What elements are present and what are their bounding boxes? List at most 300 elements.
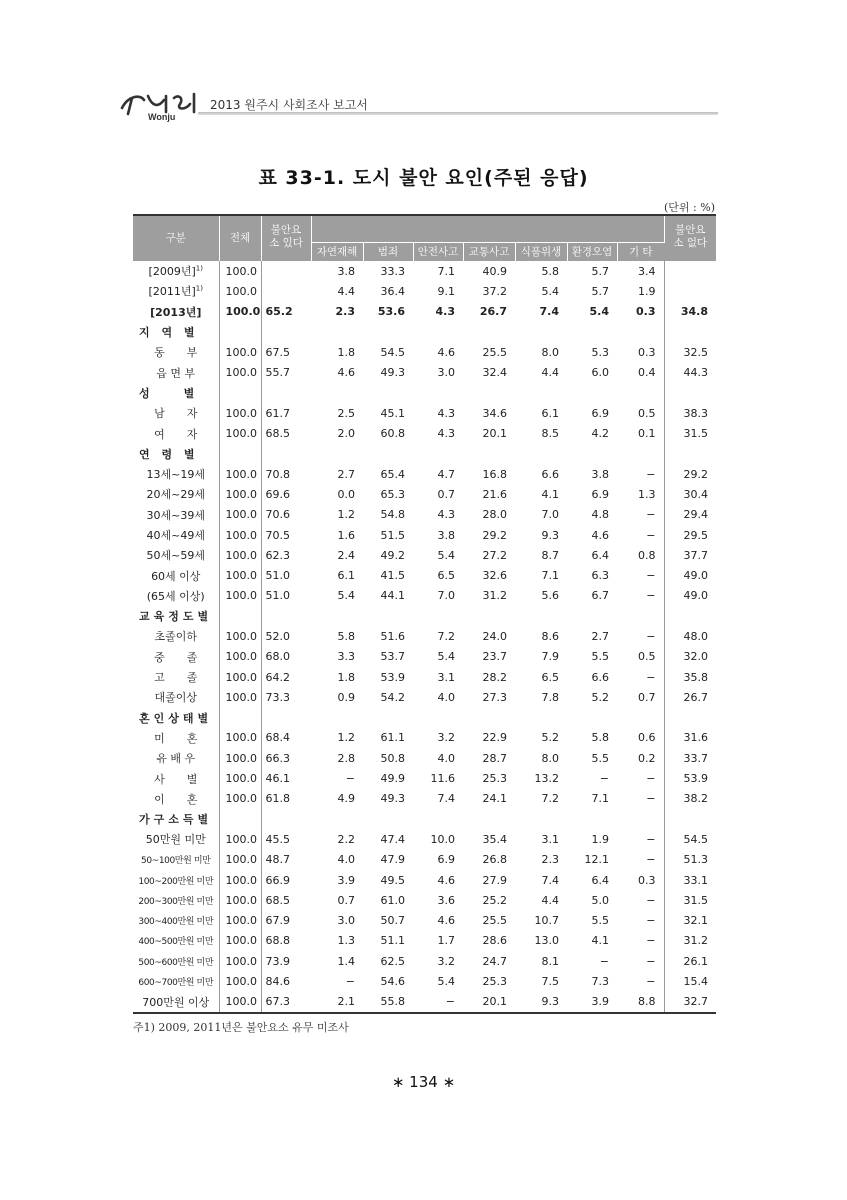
table-row: [133, 992, 716, 1013]
table-cell: 8.8: [638, 995, 656, 1009]
table-cell: 0.3: [638, 873, 656, 887]
table-cell: 25.5: [482, 914, 507, 928]
table-cell: 62.3: [261, 545, 311, 565]
table-row: [133, 911, 716, 931]
table-cell: [515, 606, 567, 626]
table-cell: 100.0: [219, 748, 261, 768]
table-cell: 9.1: [437, 284, 455, 298]
header-blank: [311, 215, 664, 243]
table-cell: 3.0: [437, 366, 455, 380]
table-cell: 53.9: [380, 670, 405, 684]
table-cell: [664, 261, 716, 281]
table-cell: 0.9: [337, 690, 355, 704]
table-cell: 51.0: [261, 565, 311, 585]
table-cell: [515, 809, 567, 829]
table-cell: 6.5: [437, 569, 455, 583]
table-cell: 3.3: [337, 650, 355, 664]
table-cell: 73.3: [261, 687, 311, 707]
table-cell: [515, 444, 567, 464]
table-cell: [567, 708, 617, 728]
header-environment: 환경오염: [567, 243, 617, 262]
table-row: [133, 586, 716, 606]
table-cell: [664, 606, 716, 626]
table-cell: 4.6: [437, 345, 455, 359]
table-cell: [413, 708, 463, 728]
table-cell: 36.4: [380, 284, 405, 298]
table-cell: −: [646, 629, 656, 643]
table-cell: 0.7: [437, 487, 455, 501]
table-cell: 44.3: [664, 362, 716, 382]
table-cell: −: [646, 670, 656, 684]
table-cell: 100.0: [219, 565, 261, 585]
table-row: [133, 403, 716, 423]
table-cell: 4.6: [591, 528, 609, 542]
header-no-anxiety: 불안요소 없다: [664, 215, 716, 261]
table-cell: [363, 444, 413, 464]
table-cell: 7.4: [437, 792, 455, 806]
row-label: 교육정도별: [133, 606, 219, 626]
section-row: [133, 809, 716, 829]
table-cell: 4.4: [541, 893, 559, 907]
table-cell: 5.0: [591, 893, 609, 907]
table-cell: 4.6: [437, 873, 455, 887]
table-cell: 31.5: [664, 890, 716, 910]
table-cell: 4.3: [437, 427, 455, 441]
table-cell: 37.2: [482, 284, 507, 298]
table-cell: 68.4: [261, 728, 311, 748]
table-cell: 35.8: [664, 667, 716, 687]
table-cell: 100.0: [219, 362, 261, 382]
table-cell: [463, 606, 515, 626]
table-cell: 5.4: [437, 548, 455, 562]
row-label: 20세~29세: [133, 484, 219, 504]
table-cell: 49.0: [664, 565, 716, 585]
table-cell: 4.0: [437, 690, 455, 704]
table-cell: 3.1: [541, 832, 559, 846]
table-cell: 45.1: [380, 406, 405, 420]
table-row: [133, 647, 716, 667]
table-cell: 67.9: [261, 911, 311, 931]
table-cell: 38.3: [664, 403, 716, 423]
table-cell: 4.9: [337, 792, 355, 806]
table-cell: −: [646, 954, 656, 968]
table-cell: 52.0: [261, 626, 311, 646]
header-food-hygiene: 식품위생: [515, 243, 567, 262]
table-cell: [567, 322, 617, 342]
table-cell: 28.0: [482, 508, 507, 522]
table-cell: −: [646, 832, 656, 846]
table-cell: 5.4: [437, 650, 455, 664]
table-row: [133, 261, 716, 281]
table-cell: 67.5: [261, 342, 311, 362]
table-cell: 13.2: [534, 772, 559, 786]
table-row: [133, 626, 716, 646]
table-title: 표 33-1. 도시 불안 요인(주된 응답): [258, 167, 589, 189]
table-cell: [567, 383, 617, 403]
row-label: 500~600만원 미만: [133, 951, 219, 971]
table-cell: [261, 606, 311, 626]
table-cell: 49.0: [664, 586, 716, 606]
table-cell: 31.6: [664, 728, 716, 748]
row-label: 중 졸: [133, 647, 219, 667]
section-row: [133, 708, 716, 728]
table-cell: [261, 322, 311, 342]
table-cell: 5.2: [541, 731, 559, 745]
table-cell: 29.2: [482, 528, 507, 542]
header-other: 기 타: [617, 243, 664, 262]
table-cell: 4.7: [437, 467, 455, 481]
table-cell: 23.7: [482, 650, 507, 664]
table-row: [133, 342, 716, 362]
table-cell: 28.2: [482, 670, 507, 684]
row-label: 지 역 별: [133, 322, 219, 342]
table-cell: [463, 383, 515, 403]
table-cell: 27.3: [482, 690, 507, 704]
table-cell: 66.9: [261, 870, 311, 890]
table-row: [133, 545, 716, 565]
table-cell: 1.3: [337, 934, 355, 948]
table-cell: 1.8: [337, 345, 355, 359]
table-cell: 65.3: [380, 487, 405, 501]
table-cell: 1.6: [337, 528, 355, 542]
table-cell: [567, 809, 617, 829]
table-cell: 3.0: [337, 914, 355, 928]
table-cell: 49.2: [380, 548, 405, 562]
table-cell: 32.4: [482, 366, 507, 380]
table-cell: 100.0: [219, 586, 261, 606]
table-cell: −: [646, 772, 656, 786]
table-cell: 4.8: [591, 508, 609, 522]
table-cell: 0.7: [638, 690, 656, 704]
row-label: 100~200만원 미만: [133, 870, 219, 890]
table-row: [133, 362, 716, 382]
table-cell: 2.7: [337, 467, 355, 481]
table-cell: 28.6: [482, 934, 507, 948]
table-cell: −: [646, 569, 656, 583]
table-cell: 12.1: [584, 853, 609, 867]
table-cell: 1.2: [337, 731, 355, 745]
table-cell: 48.0: [664, 626, 716, 646]
table-cell: 51.1: [380, 934, 405, 948]
row-label: 성 별: [133, 383, 219, 403]
row-label: 미 혼: [133, 728, 219, 748]
table-cell: 70.6: [261, 505, 311, 525]
table-cell: 1.9: [638, 284, 656, 298]
table-cell: 65.4: [380, 467, 405, 481]
table-cell: 4.6: [337, 366, 355, 380]
row-label: (65세 이상): [133, 586, 219, 606]
header-safety-accident: 안전사고: [413, 243, 463, 262]
table-cell: [311, 708, 363, 728]
section-row: [133, 383, 716, 403]
table-cell: 4.2: [591, 427, 609, 441]
header-crime: 범죄: [363, 243, 413, 262]
table-cell: 10.7: [534, 914, 559, 928]
section-row: [133, 322, 716, 342]
table-row: [133, 870, 716, 890]
table-cell: 25.2: [482, 893, 507, 907]
table-cell: 6.7: [591, 589, 609, 603]
table-cell: 31.2: [664, 931, 716, 951]
table-cell: 53.9: [664, 768, 716, 788]
table-cell: 100.0: [219, 484, 261, 504]
header-category: 구분: [133, 215, 219, 261]
table-cell: [413, 606, 463, 626]
row-label: 유 배 우: [133, 748, 219, 768]
table-cell: 3.1: [437, 670, 455, 684]
table-cell: 5.4: [589, 305, 609, 319]
table-row: [133, 302, 716, 322]
table-cell: 69.6: [261, 484, 311, 504]
table-cell: 4.4: [337, 284, 355, 298]
table-cell: −: [646, 528, 656, 542]
table-cell: 7.2: [541, 792, 559, 806]
table-cell: [363, 809, 413, 829]
table-cell: [311, 322, 363, 342]
table-cell: 5.4: [541, 284, 559, 298]
table-cell: 31.5: [664, 423, 716, 443]
table-cell: 5.5: [591, 751, 609, 765]
section-row: [133, 606, 716, 626]
row-label: 이 혼: [133, 789, 219, 809]
table-cell: 45.5: [261, 829, 311, 849]
table-cell: 0.5: [638, 650, 656, 664]
table-cell: 13.0: [534, 934, 559, 948]
table-cell: 100.0: [219, 992, 261, 1013]
header-total: 전체: [219, 215, 261, 261]
table-cell: 1.3: [638, 487, 656, 501]
table-cell: 100.0: [219, 302, 261, 322]
row-label: [2009년]$^{1)}$: [133, 261, 219, 281]
table-cell: 6.6: [541, 467, 559, 481]
table-cell: 100.0: [219, 971, 261, 991]
table-cell: 100.0: [219, 667, 261, 687]
table-cell: 100.0: [219, 545, 261, 565]
table-cell: 46.1: [261, 768, 311, 788]
table-cell: 1.9: [591, 832, 609, 846]
table-cell: 2.5: [337, 406, 355, 420]
table-cell: 5.5: [591, 650, 609, 664]
row-label: 읍 면 부: [133, 362, 219, 382]
header-has-anxiety: 불안요소 있다: [261, 215, 311, 261]
header-natural-disaster: 자연재해: [311, 243, 363, 262]
table-cell: 38.2: [664, 789, 716, 809]
table-cell: [617, 606, 664, 626]
table-cell: [617, 383, 664, 403]
table-cell: 4.3: [437, 406, 455, 420]
table-cell: 100.0: [219, 911, 261, 931]
table-cell: 11.6: [430, 772, 455, 786]
table-cell: 51.5: [380, 528, 405, 542]
table-cell: 68.8: [261, 931, 311, 951]
table-cell: [463, 809, 515, 829]
table-cell: 7.1: [591, 792, 609, 806]
table-cell: 7.1: [541, 569, 559, 583]
table-cell: 34.6: [482, 406, 507, 420]
table-cell: [311, 606, 363, 626]
table-cell: 51.3: [664, 850, 716, 870]
table-row: [133, 464, 716, 484]
row-label: 남 자: [133, 403, 219, 423]
row-label: 초졸이하: [133, 626, 219, 646]
table-cell: 70.8: [261, 464, 311, 484]
row-label: 200~300만원 미만: [133, 890, 219, 910]
table-cell: [617, 444, 664, 464]
table-cell: 66.3: [261, 748, 311, 768]
table-cell: 4.1: [591, 934, 609, 948]
table-cell: 31.2: [482, 589, 507, 603]
table-cell: 100.0: [219, 464, 261, 484]
row-label: 대졸이상: [133, 687, 219, 707]
page-number: ∗ 134 ∗: [391, 1073, 456, 1091]
table-cell: 32.7: [664, 992, 716, 1013]
table-cell: 3.9: [337, 873, 355, 887]
row-label: 여 자: [133, 423, 219, 443]
table-cell: 40.9: [482, 264, 507, 278]
table-cell: 6.1: [337, 569, 355, 583]
table-cell: [219, 708, 261, 728]
table-cell: −: [646, 589, 656, 603]
table-cell: 55.8: [380, 995, 405, 1009]
table-cell: 51.6: [380, 629, 405, 643]
table-cell: [261, 708, 311, 728]
table-cell: 53.7: [380, 650, 405, 664]
table-cell: 8.0: [541, 751, 559, 765]
anxiety-factors-table: [133, 214, 716, 1014]
table-cell: [219, 809, 261, 829]
table-cell: 10.0: [430, 832, 455, 846]
table-cell: 0.5: [638, 406, 656, 420]
table-cell: 68.0: [261, 647, 311, 667]
table-cell: 0.8: [638, 548, 656, 562]
table-cell: −: [646, 508, 656, 522]
table-cell: 25.5: [482, 345, 507, 359]
table-cell: 8.1: [541, 954, 559, 968]
table-cell: 6.5: [541, 670, 559, 684]
table-cell: 54.6: [380, 975, 405, 989]
table-cell: 100.0: [219, 687, 261, 707]
table-cell: 100.0: [219, 423, 261, 443]
table-cell: 33.1: [664, 870, 716, 890]
table-cell: [567, 606, 617, 626]
table-cell: 3.2: [437, 954, 455, 968]
table-cell: 68.5: [261, 890, 311, 910]
table-cell: 6.9: [437, 853, 455, 867]
table-cell: [261, 383, 311, 403]
table-cell: [515, 322, 567, 342]
table-cell: 100.0: [219, 403, 261, 423]
table-cell: 100.0: [219, 647, 261, 667]
header-divider: [198, 112, 718, 115]
table-cell: 100.0: [219, 951, 261, 971]
table-cell: 5.7: [591, 284, 609, 298]
table-cell: 49.5: [380, 873, 405, 887]
table-cell: 27.9: [482, 873, 507, 887]
table-row: [133, 728, 716, 748]
table-cell: 7.0: [437, 589, 455, 603]
table-cell: [363, 708, 413, 728]
table-row: [133, 423, 716, 443]
table-cell: 9.3: [541, 528, 559, 542]
table-cell: 3.2: [437, 731, 455, 745]
table-cell: 54.8: [380, 508, 405, 522]
table-row: [133, 951, 716, 971]
table-cell: [261, 444, 311, 464]
table-cell: 65.2: [261, 302, 311, 322]
table-cell: [463, 322, 515, 342]
table-cell: 100.0: [219, 342, 261, 362]
table-cell: 26.1: [664, 951, 716, 971]
table-cell: 2.3: [335, 305, 355, 319]
table-cell: 7.3: [591, 975, 609, 989]
table-cell: 49.3: [380, 792, 405, 806]
table-cell: 3.8: [591, 467, 609, 481]
table-cell: [413, 383, 463, 403]
table-cell: 3.4: [638, 264, 656, 278]
table-cell: 61.8: [261, 789, 311, 809]
table-row: [133, 789, 716, 809]
table-cell: 29.4: [664, 505, 716, 525]
table-cell: 2.7: [591, 629, 609, 643]
footnote: 주1) 2009, 2011년은 불안요소 유무 미조사: [133, 1021, 349, 1034]
table-row: [133, 829, 716, 849]
table-cell: 2.2: [337, 832, 355, 846]
table-cell: 25.3: [482, 975, 507, 989]
table-cell: −: [646, 975, 656, 989]
table-cell: 3.8: [437, 528, 455, 542]
table-cell: 8.7: [541, 548, 559, 562]
table-cell: 7.1: [437, 264, 455, 278]
table-cell: 4.3: [435, 305, 455, 319]
table-cell: 64.2: [261, 667, 311, 687]
table-cell: [664, 444, 716, 464]
table-cell: 2.3: [541, 853, 559, 867]
table-cell: 1.4: [337, 954, 355, 968]
table-cell: 7.0: [541, 508, 559, 522]
table-cell: [219, 606, 261, 626]
table-cell: [219, 322, 261, 342]
table-cell: [413, 809, 463, 829]
table-header: [133, 215, 716, 261]
table-cell: 73.9: [261, 951, 311, 971]
table-cell: 27.2: [482, 548, 507, 562]
table-cell: [617, 809, 664, 829]
unit-label: (단위 : %): [664, 201, 715, 214]
table-cell: 28.7: [482, 751, 507, 765]
table-cell: 25.3: [482, 772, 507, 786]
table-cell: 48.7: [261, 850, 311, 870]
table-cell: 100.0: [219, 728, 261, 748]
table-cell: 5.7: [591, 264, 609, 278]
table-cell: 8.6: [541, 629, 559, 643]
table-cell: 5.8: [337, 629, 355, 643]
table-cell: [664, 281, 716, 301]
table-cell: 6.0: [591, 366, 609, 380]
table-cell: 68.5: [261, 423, 311, 443]
table-cell: [261, 281, 311, 301]
row-label: 50~100만원 미만: [133, 850, 219, 870]
table-cell: 15.4: [664, 971, 716, 991]
table-cell: 61.0: [380, 893, 405, 907]
table-cell: 33.7: [664, 748, 716, 768]
row-label: [2013년]: [133, 302, 219, 322]
table-cell: 7.4: [539, 305, 559, 319]
wonju-logo: [118, 86, 206, 122]
table-cell: 16.8: [482, 467, 507, 481]
table-cell: 8.5: [541, 427, 559, 441]
table-cell: 54.5: [380, 345, 405, 359]
row-label: 50만원 미만: [133, 829, 219, 849]
